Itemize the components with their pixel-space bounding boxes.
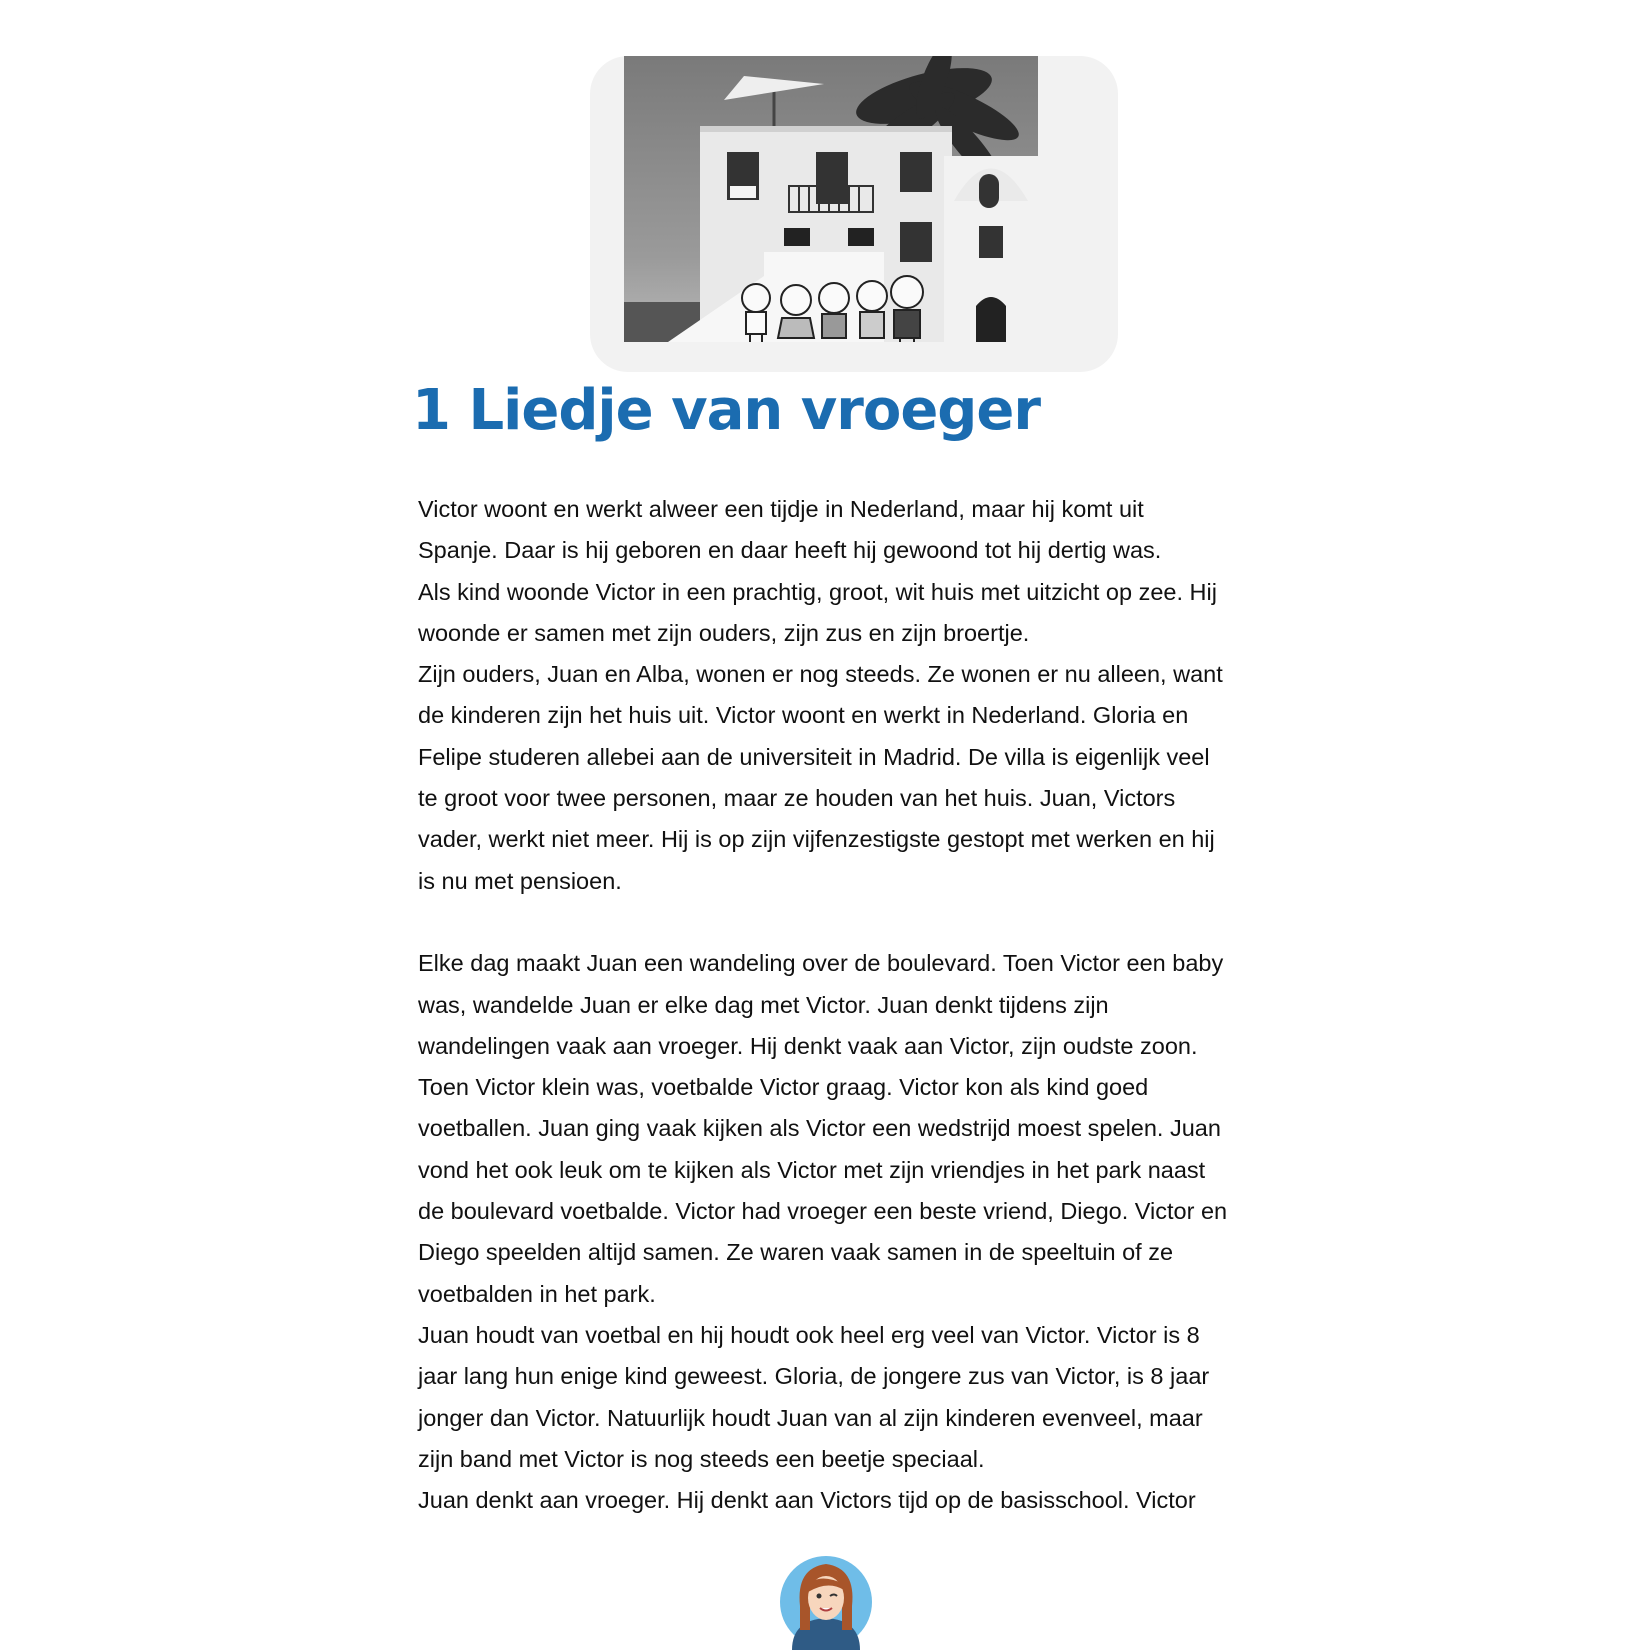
text-line: voetballen. Juan ging vaak kijken als Victor een wedstrijd moest spelen. Juan (418, 1115, 1221, 1142)
text-line: te groot voor twee personen, maar ze houden van het huis. Juan, Victors (418, 785, 1176, 812)
text-line: Als kind woonde Victor in een prachtig, groot, wit huis met uitzicht op zee. Hij (418, 578, 1217, 605)
paragraph (418, 654, 1298, 902)
text-line: vond het ook leuk om te kijken als Victor met zijn vriendjes in het park naast (418, 1156, 1206, 1183)
paragraph-gap (418, 902, 1298, 943)
text-line: is nu met pensioen. (418, 867, 622, 894)
text-line: woonde er samen met zijn ouders, zijn zus en zijn broertje. (418, 619, 1030, 646)
house-family-illustration-icon (624, 56, 1038, 342)
text-line: de kinderen zijn het huis uit. Victor woont en werkt in Nederland. Gloria en (418, 702, 1189, 729)
paragraph (418, 943, 1298, 1315)
text-line: Diego speelden altijd samen. Ze waren vaak samen in de speeltuin of ze (418, 1239, 1174, 1266)
text-line: Spanje. Daar is hij geboren en daar heeft hij gewoond tot hij dertig was. (418, 537, 1162, 564)
text-line: Juan houdt van voetbal en hij houdt ook heel erg veel van Victor. Victor is 8 (418, 1321, 1200, 1348)
chapter-title: 1 Liedje van vroeger (412, 378, 1040, 443)
text-line: Juan denkt aan vroeger. Hij denkt aan Victors tijd op de basisschool. Victor (418, 1487, 1196, 1514)
teacher-avatar-icon (778, 1550, 874, 1650)
paragraph (418, 572, 1298, 655)
paragraph (418, 1480, 1298, 1521)
text-line: Elke dag maakt Juan een wandeling over de boulevard. Toen Victor een baby (418, 950, 1224, 977)
text-line: was, wandelde Juan er elke dag met Victor. Juan denkt tijdens zijn (418, 991, 1109, 1018)
text-line: jaar lang hun enige kind geweest. Gloria, de jongere zus van Victor, is 8 jaar (418, 1363, 1210, 1390)
text-line: Zijn ouders, Juan en Alba, wonen er nog steeds. Ze wonen er nu alleen, want (418, 661, 1223, 688)
text-line: Felipe studeren allebei aan de universiteit in Madrid. De villa is eigenlijk veel (418, 743, 1210, 770)
text-line: Victor woont en werkt alweer een tijdje in Nederland, maar hij komt uit (418, 496, 1144, 522)
text-line: vader, werkt niet meer. Hij is op zijn vijfenzestigste gestopt met werken en hij (418, 826, 1215, 853)
illustration-frame (590, 56, 1118, 372)
text-line: voetbalden in het park. (418, 1280, 656, 1307)
paragraph (418, 1315, 1298, 1480)
paragraph (418, 489, 1298, 572)
text-line: jonger dan Victor. Natuurlijk houdt Juan van al zijn kinderen evenveel, maar (418, 1404, 1203, 1431)
text-line: wandelingen vaak aan vroeger. Hij denkt vaak aan Victor, zijn oudste zoon. (418, 1032, 1198, 1059)
text-line: de boulevard voetbalde. Victor had vroeger een beste vriend, Diego. Victor en (418, 1198, 1228, 1225)
text-line: Toen Victor klein was, voetbalde Victor graag. Victor kon als kind goed (418, 1074, 1149, 1101)
text-line: zijn band met Victor is nog steeds een beetje speciaal. (418, 1445, 985, 1472)
story-text (418, 489, 1298, 1521)
